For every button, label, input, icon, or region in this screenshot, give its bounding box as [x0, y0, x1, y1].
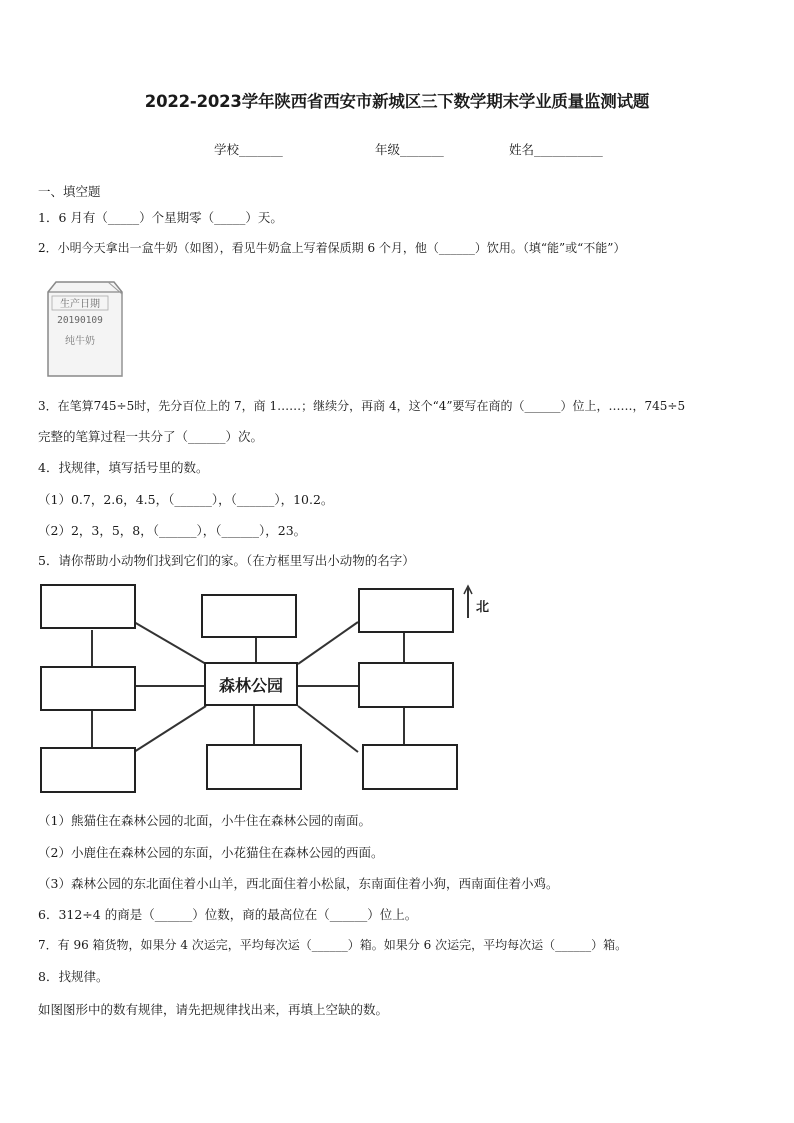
southwest-box[interactable]	[40, 747, 136, 793]
milk-date-label: 生产日期	[60, 299, 100, 310]
question-8-description: 如图图形中的数有规律，请先把规律找出来，再填上空缺的数。	[38, 1002, 389, 1017]
question-4-part-1: （1）0.7，2.6，4.5，（______），（______），10.2。	[38, 492, 334, 507]
north-label: 北	[476, 600, 490, 615]
question-7: 7．有 96 箱货物，如果分 4 次运完，平均每次运（______）箱。如果分 6 次运完，平均每次运（______）箱。	[38, 938, 628, 952]
northwest-box[interactable]	[40, 584, 136, 629]
question-8: 8．找规律。	[38, 969, 109, 984]
name-field: 姓名___________	[509, 142, 603, 157]
question-4-part-2: （2）2，3，5，8，（______），（______），23。	[38, 523, 307, 538]
question-5-part-1: （1）熊猫住在森林公园的北面，小牛住在森林公园的南面。	[38, 813, 371, 828]
school-field: 学校_______	[214, 142, 283, 157]
question-5-part-2: （2）小鹿住在森林公园的东面，小花猫住在森林公园的西面。	[38, 845, 384, 860]
question-6: 6．312÷4 的商是（______）位数，商的最高位在（______）位上。	[38, 907, 418, 922]
grade-field: 年级_______	[375, 142, 444, 157]
question-4: 4．找规律，填写括号里的数。	[38, 460, 209, 475]
north-box[interactable]	[201, 594, 297, 638]
forest-park-center: 森林公园	[204, 662, 298, 706]
milk-product-name: 纯牛奶	[65, 336, 95, 347]
south-box[interactable]	[206, 744, 302, 790]
question-2: 2．小明今天拿出一盒牛奶（如图），看见牛奶盒上写着保质期 6 个月，他（______）饮用。（填“能”或“不能”）	[38, 241, 626, 255]
question-5: 5．请你帮助小动物们找到它们的家。（在方框里写出小动物的名字）	[38, 553, 415, 568]
west-box[interactable]	[40, 666, 136, 711]
milk-date-value: 20190109	[57, 315, 103, 326]
forest-park-map	[36, 582, 516, 802]
milk-carton-image	[38, 280, 128, 380]
question-3-line-2: 完整的笔算过程一共分了（______）次。	[38, 429, 264, 444]
southeast-box[interactable]	[362, 744, 458, 790]
question-5-part-3: （3）森林公园的东北面住着小山羊，西北面住着小松鼠，东南面住着小狗，西南面住着小鸡。	[38, 876, 559, 891]
page-title: 2022-2023学年陕西省西安市新城区三下数学期末学业质量监测试题	[144, 92, 650, 111]
question-3-line-1: 3．在笔算745÷5时，先分百位上的 7，商 1……；继续分，再商 4，这个“4”要写在商的（______）位上，……，745÷5	[38, 399, 686, 413]
question-1: 1．6 月有（_____）个星期零（_____）天。	[38, 210, 283, 225]
northeast-box[interactable]	[358, 588, 454, 633]
east-box[interactable]	[358, 662, 454, 708]
section-heading: 一、填空题	[38, 184, 101, 199]
